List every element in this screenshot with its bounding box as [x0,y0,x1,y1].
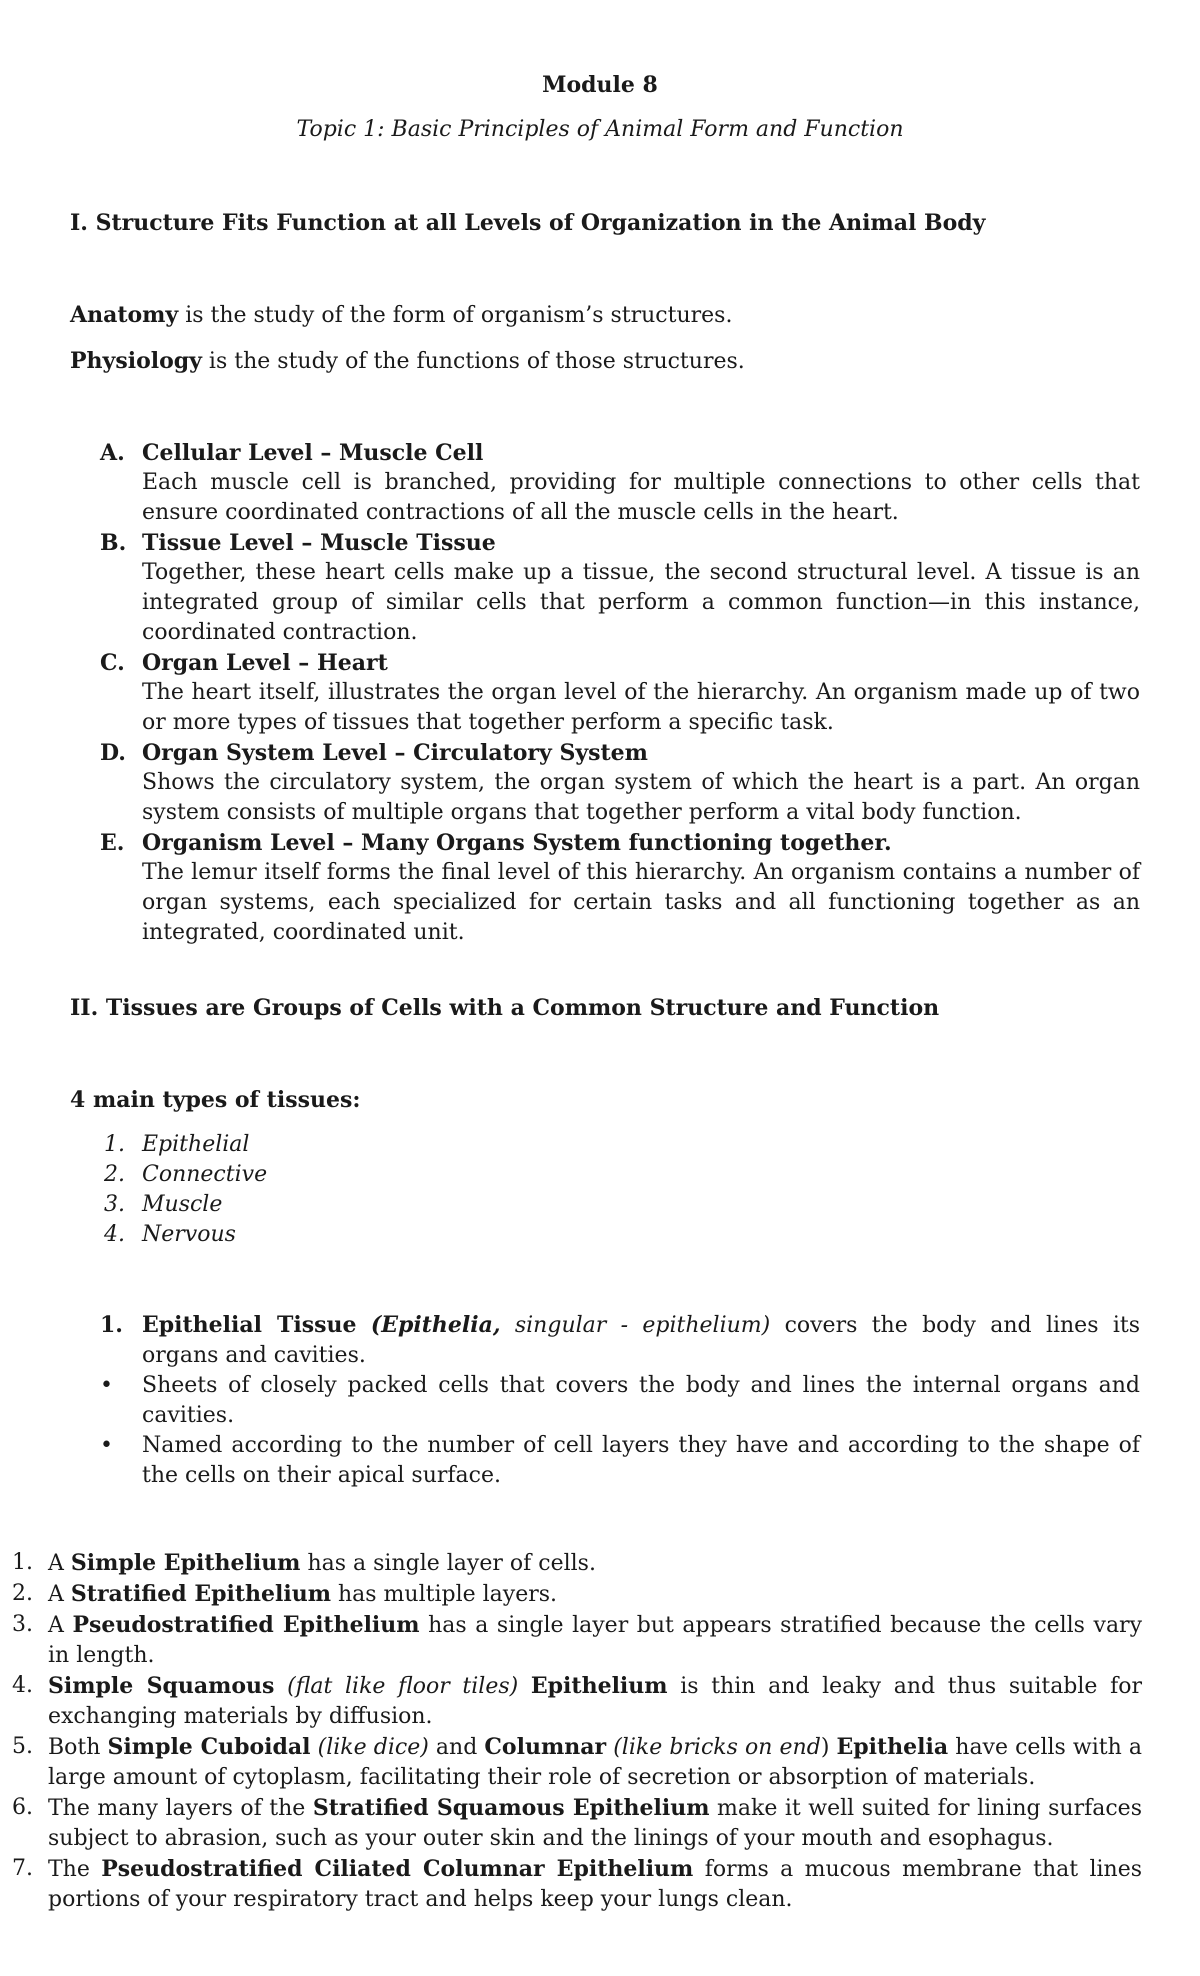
bold-term: Epithelium [530,1673,668,1699]
text-run: has a single layer of cells. [300,1551,596,1576]
text-run: Both [48,1735,108,1760]
list-item [8,1579,1142,1610]
tissue-types-list [100,1130,700,1250]
list-number: 4. [104,1222,125,1247]
text-run: has multiple layers. [331,1582,558,1607]
text-run: make it well suited for lining surfaces subject to abrasion, such as your outer skin and the linings of your mouth and esophagus. [48,1796,1142,1851]
level-text: The heart itself, illustrates the organ level of the hierarchy. An organism made up of two or more types of tissues that together perform a specific task. [142,680,1140,735]
text-run: have cells with a large amount of cytoplasm, facilitating their role of secretion or absorption of materials. [48,1735,1143,1790]
text-run: has a single layer but appears stratified because the cells vary in length. [48,1613,1143,1668]
italic-note: (like dice) [317,1735,429,1760]
text-run [311,1735,318,1760]
epithelium-singular: singular - epithelium) [500,1313,771,1338]
bullet-icon: • [100,1373,113,1398]
level-marker: E. [100,830,125,856]
section-2-title: II. Tissues are Groups of Cells with a Common Structure and Function [70,995,940,1021]
level-text: Together, these heart cells make up a tissue, the second structural level. A tissue is an integrated group of similar cells that perform a common function—in this instance, coordinated contraction. [142,560,1140,645]
epithelium-types-list [8,1548,1142,1915]
epithelial-tissue-item [100,1310,1140,1371]
list-item [100,1190,700,1220]
level-item-d [100,738,1140,828]
list-item [100,1160,700,1190]
list-item [8,1854,1142,1915]
bold-term: Simple Cuboidal [107,1734,311,1760]
physiology-text: is the study of the functions of those structures. [201,349,745,374]
bullet-text: Sheets of closely packed cells that covers the body and lines the internal organs and cavities. [142,1373,1140,1428]
anatomy-term: Anatomy [70,302,179,328]
text-run: forms a mucous membrane that lines portions of your respiratory tract and helps keep your lungs clean. [48,1857,1143,1912]
bullet-icon: • [100,1433,113,1458]
level-marker: C. [100,650,125,676]
epithelial-term: Epithelial Tissue [142,1312,357,1338]
bold-term: Epithelia [836,1734,949,1760]
text-run: and [428,1735,485,1760]
text-run: A [48,1613,73,1638]
tissue-type-label: Connective [142,1162,268,1187]
level-marker: D. [100,740,126,766]
italic-note: (flat like floor tiles) [287,1674,519,1699]
level-item-e [100,828,1140,948]
list-number: 3. [12,1612,33,1637]
bold-term: Pseudostratified Ciliated Columnar Epithelium [101,1856,694,1882]
tissue-types-heading: 4 main types of tissues: [70,1087,361,1113]
list-item [8,1793,1142,1854]
level-heading: Organ Level – Heart [142,650,388,676]
list-number: 1. [100,1312,123,1338]
bold-term: Columnar [484,1734,607,1760]
list-number: 2. [12,1581,33,1606]
list-item [8,1732,1142,1793]
list-number: 5. [12,1734,33,1759]
text-run: ) [820,1735,837,1760]
text-run [518,1674,531,1699]
text-run: The many layers of the [48,1796,313,1821]
text-run: The [48,1857,102,1882]
level-heading: Organ System Level – Circulatory System [142,740,648,766]
epithelia-plural: (Epithelia, [370,1312,501,1338]
level-item-a [100,438,1140,528]
list-item [100,1130,700,1160]
tissue-type-label: Nervous [142,1222,236,1247]
list-number: 2. [104,1162,125,1187]
level-heading: Tissue Level – Muscle Tissue [142,530,496,556]
list-number: 6. [12,1795,33,1820]
tissue-type-label: Epithelial [142,1132,250,1157]
text-run [274,1674,287,1699]
level-item-b [100,528,1140,648]
level-text: The lemur itself forms the final level of this hierarchy. An organism contains a number of organ systems, each specialized for certain tasks and all functioning together as an integrated, coordinated unit. [142,860,1140,945]
text-run: A [48,1582,71,1607]
physiology-term: Physiology [70,348,202,374]
level-marker: B. [100,530,127,556]
bold-term: Simple Epithelium [70,1550,301,1576]
physiology-definition [70,346,1150,377]
level-text: Shows the circulatory system, the organ system of which the heart is a part. An organ system consists of multiple organs that together perform a vital body function. [142,770,1140,825]
bullet-item [100,1371,1140,1431]
section-1-title: I. Structure Fits Function at all Levels of Organization in the Animal Body [70,210,986,236]
level-item-c [100,648,1140,738]
level-text: Each muscle cell is branched, providing for multiple connections to other cells that ensure coordinated contractions of all the muscle cells in the heart. [142,470,1140,525]
list-number: 1. [12,1550,33,1575]
list-item [100,1220,700,1250]
epithelial-tissue-block [100,1310,1140,1491]
list-item [8,1548,1142,1579]
bullet-text: Named according to the number of cell layers they have and according to the shape of the cells on their apical surface. [142,1433,1140,1488]
list-number: 3. [104,1192,125,1217]
list-item [8,1610,1142,1671]
tissue-type-label: Muscle [142,1192,223,1217]
italic-note: (like bricks on end [613,1735,821,1760]
module-title: Module 8 [542,72,658,98]
bold-term: Pseudostratified Epithelium [72,1612,420,1638]
bullet-item [100,1431,1140,1491]
list-number: 4. [12,1673,33,1698]
level-heading: Organism Level – Many Organs System functioning together. [142,830,892,856]
topic-subtitle: Topic 1: Basic Principles of Animal Form and Function [296,117,904,142]
list-number: 7. [12,1856,33,1881]
list-item [8,1671,1142,1732]
text-run: is thin and leaky and thus suitable for exchanging materials by diffusion. [48,1674,1143,1729]
list-number: 1. [104,1132,125,1157]
anatomy-definition [70,300,1150,331]
text-run: A [48,1551,71,1576]
epithelial-description: covers the body and lines its organs and cavities. [142,1313,1140,1368]
level-marker: A. [100,440,125,466]
bold-term: Simple Squamous [48,1673,275,1699]
level-heading: Cellular Level – Muscle Cell [142,440,484,466]
bold-term: Stratified Epithelium [70,1581,331,1607]
anatomy-text: is the study of the form of organism’s structures. [178,303,733,328]
bold-term: Stratified Squamous Epithelium [312,1795,710,1821]
